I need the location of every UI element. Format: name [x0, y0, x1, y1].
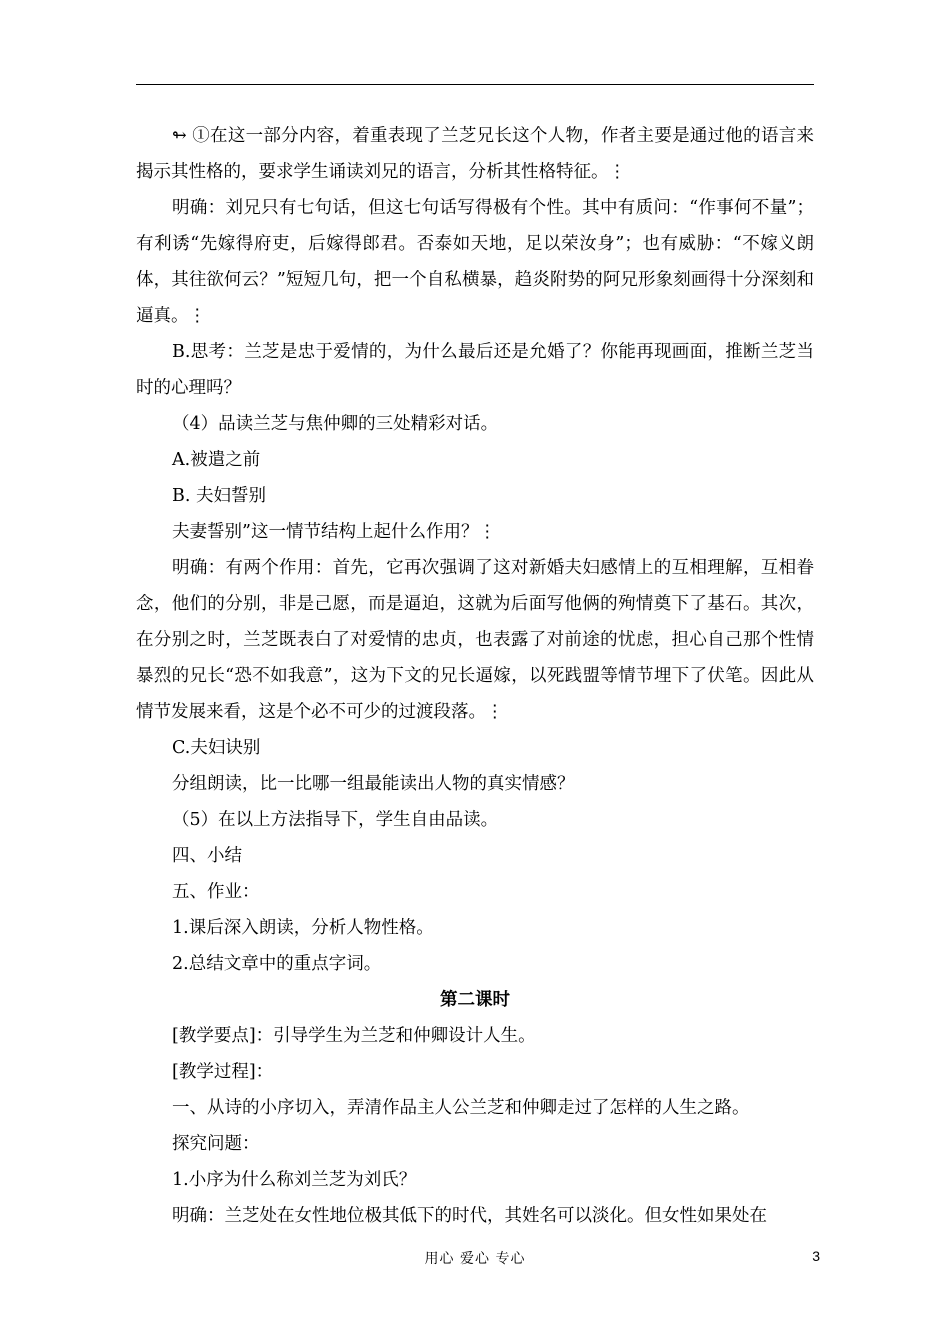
header-rule — [136, 84, 814, 85]
section-heading: 五、作业： — [172, 882, 260, 902]
paragraph: 明确：刘兄只有七句话，但这七句话写得极有个性。其中有质问：“作事何不量”；有利诱“先嫁得府吏，后嫁得郎君。否泰如天地，足以荣汝身”；也有威胁：“不嫁义朗体，其往欲何云？”短短几句，把一个自私横暴，趋炎附势的阿兄形象刻画得十分深刻和逼真。⋮ — [136, 198, 814, 326]
paragraph: C.夫妇诀别 — [172, 738, 261, 758]
footer-slogan: 用心 爱心 专心 — [424, 1251, 526, 1267]
paragraph: 探究问题： — [172, 1134, 260, 1154]
paragraph: [教学要点]：引导学生为兰芝和仲卿设计人生。 — [172, 1026, 536, 1046]
paragraph: A.被遣之前 — [172, 450, 261, 470]
paragraph: 夫妻誓别”这一情节结构上起什么作用？⋮ — [172, 522, 496, 542]
paragraph: 明确：有两个作用：首先，它再次强调了这对新婚夫妇感情上的互相理解，互相眷念，他们的分别，非是己愿，而是逼迫，这就为后面写他俩的殉情奠下了基石。其次，在分别之时，兰芝既表白了对爱情的忠贞，也表露了对前途的忧虑，担心自己那个性情暴烈的兄长“恐不如我意”，这为下文的兄长逼嫁，以死践盟等情节埋下了伏笔。因此从情节发展来看，这是个必不可少的过渡段落。⋮ — [136, 558, 814, 722]
paragraph: 一、从诗的小序切入，弄清作品主人公兰芝和仲卿走过了怎样的人生之路。 — [172, 1098, 750, 1118]
page-number: 3 — [812, 1248, 820, 1264]
section-heading: 四、小结 — [172, 846, 242, 866]
lesson-title: 第二课时 — [440, 990, 510, 1010]
list-item: 1.小序为什么称刘兰芝为刘氏？ — [172, 1170, 417, 1190]
list-item: 2.总结文章中的重点字词。 — [172, 954, 382, 974]
paragraph: （5）在以上方法指导下，学生自由品读。 — [172, 810, 499, 830]
paragraph: ↬ ①在这一部分内容，着重表现了兰芝兄长这个人物，作者主要是通过他的语言来揭示其性格的，要求学生诵读刘兄的语言，分析其性格特征。⋮ — [136, 118, 814, 190]
paragraph: （4）品读兰芝与焦仲卿的三处精彩对话。 — [172, 414, 499, 434]
bullet-icon: ↬ — [172, 126, 187, 146]
paragraph: B.思考：兰芝是忠于爱情的，为什么最后还是允婚了？你能再现画面，推断兰芝当时的心理吗？ — [136, 342, 814, 398]
document-body — [136, 118, 814, 1234]
paragraph: B. 夫妇誓别 — [172, 486, 266, 506]
paragraph: [教学过程]： — [172, 1062, 274, 1082]
paragraph: 明确：兰芝处在女性地位极其低下的时代，其姓名可以淡化。但女性如果处在 — [172, 1206, 767, 1226]
paragraph: 分组朗读，比一比哪一组最能读出人物的真实情感？ — [172, 774, 575, 794]
list-item: 1.课后深入朗读，分析人物性格。 — [172, 918, 434, 938]
